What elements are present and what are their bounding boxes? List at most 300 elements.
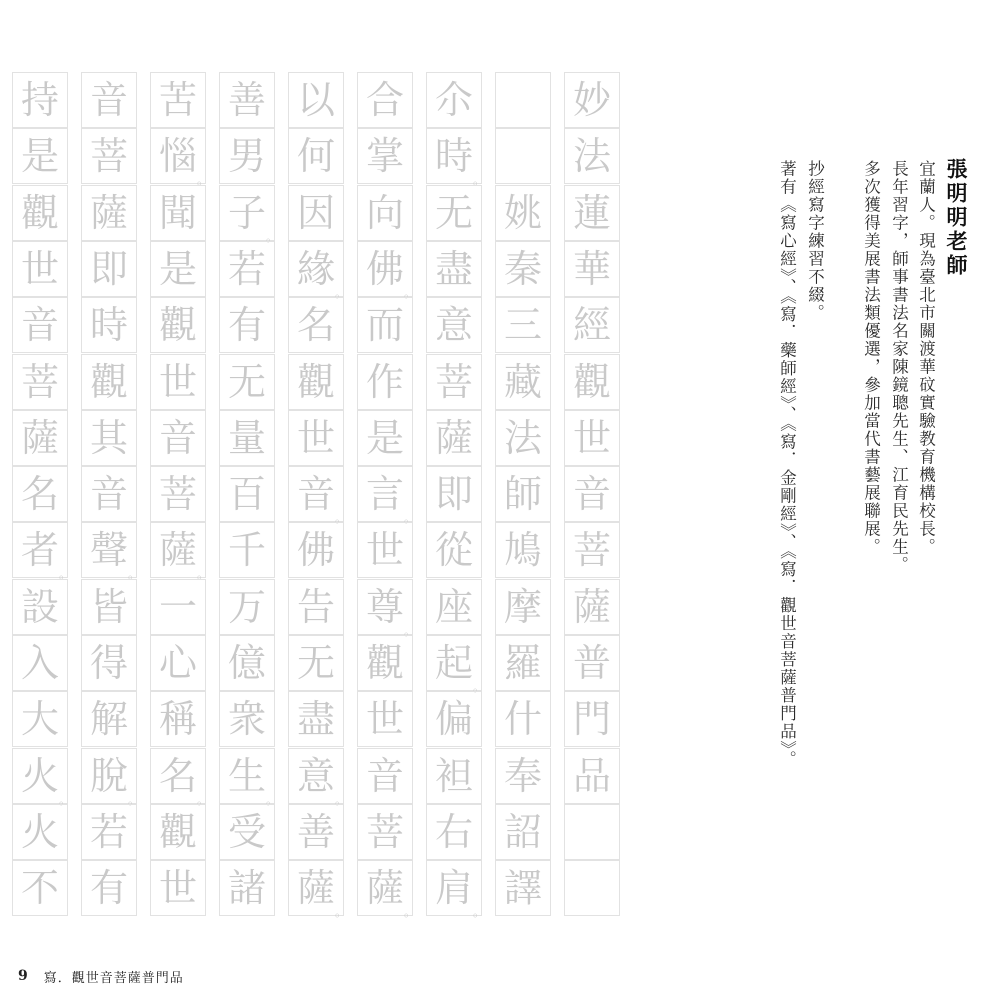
grid-cell: [288, 748, 347, 807]
grid-cell: [288, 804, 344, 860]
tracing-character: 藏: [503, 359, 542, 404]
tracing-character: 得: [89, 641, 128, 685]
tracing-character: 是: [20, 134, 59, 179]
tracing-character: 有: [89, 866, 128, 911]
tracing-character: 世: [365, 528, 404, 573]
grid-cell: [495, 804, 551, 860]
punctuation-mark: 。: [472, 905, 485, 920]
tracing-character: 万: [227, 584, 266, 629]
tracing-character: 菩: [365, 809, 404, 854]
grid-cell: [426, 691, 482, 747]
tracing-character: 法: [503, 415, 542, 460]
page-number: 9: [18, 968, 28, 984]
grid-cell: [288, 128, 344, 184]
grid-column: [426, 72, 485, 920]
tracing-character: 盡: [434, 246, 473, 291]
tracing-character: 菩: [89, 134, 128, 179]
grid-cell: [495, 410, 551, 466]
grid-cell: [12, 185, 68, 241]
grid-cell: [495, 860, 551, 916]
tracing-character: 入: [20, 641, 59, 685]
grid-cell: [288, 860, 347, 920]
tracing-character: 鳩: [503, 528, 542, 573]
grid-cell: [495, 128, 551, 184]
grid-cell: [495, 748, 551, 804]
tracing-character: 億: [227, 641, 266, 685]
tracing-character: 世: [365, 697, 404, 742]
grid-column: [219, 72, 277, 916]
grid-cell: [12, 354, 68, 410]
tracing-character: 不: [20, 866, 59, 911]
grid-cell: [495, 354, 551, 410]
grid-column: [357, 72, 416, 920]
grid-cell: [219, 522, 275, 578]
grid-cell: [495, 297, 551, 353]
tracing-character: 音: [89, 472, 128, 517]
bio-line-1: 宜蘭人。現為臺北市關渡華砇實驗教育機構校長。: [916, 160, 936, 556]
tracing-character: 時: [89, 303, 128, 348]
tracing-character: 其: [89, 415, 128, 460]
grid-cell: [288, 466, 347, 526]
grid-cell: [81, 579, 137, 635]
grid-cell: [81, 466, 137, 522]
grid-cell: [357, 579, 416, 638]
punctuation-mark: 。: [403, 623, 416, 638]
punctuation-mark: 。: [265, 792, 278, 807]
grid-cell: [564, 748, 620, 804]
bio-line-2: 長年習字，師事書法名家陳鏡聰先生、江育民先生。: [889, 160, 909, 574]
grid-cell: [219, 297, 275, 353]
tracing-character: 受: [227, 809, 266, 854]
grid-cell: [12, 635, 68, 691]
tracing-character: 緣: [296, 246, 335, 291]
grid-cell: [357, 635, 413, 691]
grid-cell: [288, 354, 344, 410]
tracing-character: 什: [503, 697, 542, 742]
tracing-character: 品: [572, 753, 611, 798]
grid-column: [150, 72, 208, 916]
punctuation-mark: 。: [403, 905, 416, 920]
tracing-character: 菩: [572, 528, 611, 573]
tracing-character: 華: [572, 246, 611, 291]
tracing-character: 若: [89, 809, 128, 854]
tracing-character: 百: [227, 472, 266, 517]
grid-cell: [81, 860, 137, 916]
grid-cell: [219, 691, 275, 747]
grid-cell: [357, 297, 413, 353]
grid-cell: [288, 579, 344, 635]
tracing-character: 薩: [365, 866, 404, 911]
tracing-character: 千: [227, 528, 266, 573]
grid-cell: [357, 804, 413, 860]
grid-cell: [426, 466, 482, 522]
grid-cell: [219, 410, 275, 466]
grid-cell: [564, 241, 620, 297]
tracing-character: 男: [227, 134, 266, 179]
tracing-character: 名: [158, 753, 197, 798]
grid-cell: [357, 128, 413, 184]
punctuation-mark: 。: [127, 792, 140, 807]
punctuation-mark: 。: [196, 173, 209, 188]
grid-cell: [12, 297, 68, 353]
tracing-character: 若: [227, 246, 266, 291]
grid-cell: [12, 804, 68, 860]
grid-cell: [81, 241, 137, 297]
tracing-character: 向: [365, 190, 404, 235]
tracing-character: 世: [158, 359, 197, 404]
tracing-character: 何: [296, 134, 335, 179]
grid-cell: [357, 185, 413, 241]
tracing-character: 皆: [89, 584, 128, 629]
tracing-character: 而: [365, 303, 404, 348]
tracing-character: 世: [20, 246, 59, 291]
grid-cell: [357, 241, 416, 300]
tracing-character: 量: [227, 415, 266, 460]
bio-line-3: 多次獲得美展書法類優選，參加當代書藝展聯展。: [861, 160, 881, 556]
tracing-character: 心: [158, 641, 197, 685]
tracing-character: 經: [572, 303, 611, 348]
grid-cell: [81, 128, 137, 184]
tracing-character: 觀: [20, 190, 59, 235]
punctuation-mark: 。: [58, 567, 71, 582]
grid-cell: [219, 860, 275, 916]
grid-cell: [219, 466, 275, 522]
tracing-character: 名: [20, 472, 59, 517]
grid-cell: [495, 72, 551, 128]
grid-cell: [150, 579, 206, 635]
grid-cell: [495, 579, 551, 635]
tracing-character: 作: [365, 359, 404, 404]
grid-cell: [426, 185, 482, 241]
grid-cell: [81, 635, 137, 691]
tracing-character: 起: [434, 641, 473, 685]
tracing-character: 解: [89, 697, 128, 742]
grid-cell: [150, 72, 206, 128]
tracing-character: 世: [158, 866, 197, 911]
tracing-character: 觀: [365, 641, 404, 685]
grid-cell: [219, 748, 278, 807]
punctuation-mark: 。: [334, 905, 347, 920]
grid-cell: [357, 466, 416, 526]
tracing-character: 即: [434, 472, 473, 517]
grid-cell: [12, 466, 68, 522]
tracing-character: 菩: [434, 359, 473, 404]
tracing-character: 譯: [503, 866, 542, 911]
tracing-character: 摩: [503, 584, 542, 629]
grid-cell: [495, 241, 551, 297]
tracing-character: 言: [365, 472, 404, 517]
tracing-character: 世: [572, 415, 611, 460]
grid-cell: [219, 635, 275, 691]
grid-cell: [219, 804, 275, 860]
tracing-character: 音: [89, 78, 128, 122]
grid-cell: [357, 72, 413, 128]
tracing-character: 意: [434, 303, 473, 348]
grid-cell: [426, 635, 485, 694]
grid-cell: [81, 185, 137, 241]
tracing-character: 火: [20, 753, 59, 798]
tracing-character: 三: [503, 303, 542, 348]
tracing-character: 法: [572, 134, 611, 179]
tracing-character: 有: [227, 303, 266, 348]
grid-cell: [426, 128, 485, 188]
tracing-character: 尊: [365, 584, 404, 629]
grid-cell: [219, 72, 275, 128]
tracing-character: 門: [572, 697, 611, 742]
grid-cell: [150, 185, 206, 241]
grid-cell: [288, 635, 344, 691]
grid-cell: [219, 241, 275, 297]
grid-cell: [12, 128, 68, 184]
punctuation-mark: 。: [127, 567, 140, 582]
tracing-character: 因: [296, 190, 335, 235]
grid-cell: [288, 297, 344, 353]
tracing-character: 薩: [434, 415, 473, 460]
tracing-character: 以: [296, 78, 335, 122]
grid-cell: [426, 354, 482, 410]
tracing-character: 肩: [434, 866, 473, 911]
grid-cell: [564, 185, 620, 241]
grid-column: [12, 72, 70, 916]
grid-cell: [564, 860, 620, 916]
grid-cell: [426, 297, 482, 353]
grid-cell: [12, 691, 68, 747]
tracing-character: 袒: [434, 753, 473, 798]
tracing-character: 薩: [296, 866, 335, 911]
tracing-character: 奉: [503, 753, 542, 798]
grid-cell: [495, 691, 551, 747]
grid-cell: [12, 241, 68, 297]
tracing-character: 觀: [89, 359, 128, 404]
grid-cell: [288, 72, 344, 128]
grid-cell: [81, 691, 137, 747]
grid-cell: [426, 410, 482, 466]
bio-line-5: 著有《寫心經》、《寫．藥師經》、《寫．金剛經》、《寫．觀世音菩薩普門品》。: [777, 160, 797, 769]
grid-cell: [12, 579, 68, 635]
grid-cell: [288, 185, 344, 241]
grid-cell: [564, 691, 620, 747]
tracing-character: 生: [227, 753, 266, 798]
grid-cell: [564, 635, 620, 691]
tracing-character: 者: [20, 528, 59, 573]
tracing-character: 薩: [572, 584, 611, 629]
tracing-character: 座: [434, 584, 473, 629]
tracing-character: 觀: [158, 809, 197, 854]
tracing-character: 火: [20, 809, 59, 854]
grid-column: [564, 72, 622, 916]
grid-cell: [564, 128, 620, 184]
tracing-character: 秦: [503, 246, 542, 291]
tracing-character: 无: [227, 359, 266, 404]
tracing-character: 告: [296, 584, 335, 629]
punctuation-mark: 。: [403, 285, 416, 300]
grid-cell: [357, 354, 413, 410]
grid-cell: [219, 579, 275, 635]
tracing-character: 蓮: [572, 190, 611, 235]
grid-cell: [564, 522, 620, 578]
tracing-character: 菩: [158, 472, 197, 517]
tracing-character: 名: [296, 303, 335, 348]
tracing-character: 設: [20, 584, 59, 629]
grid-cell: [288, 522, 344, 578]
grid-cell: [564, 297, 620, 353]
tracing-character: 觀: [296, 359, 335, 404]
grid-cell: [564, 410, 620, 466]
tracing-character: 聞: [158, 190, 197, 235]
grid-cell: [12, 860, 68, 916]
punctuation-mark: 。: [196, 792, 209, 807]
punctuation-mark: 。: [472, 680, 485, 694]
tracing-character: 羅: [503, 641, 542, 685]
tracing-character: 衆: [227, 697, 266, 742]
tracing-character: 音: [365, 753, 404, 798]
grid-cell: [150, 522, 209, 582]
grid-cell: [495, 466, 551, 522]
grid-column: [495, 72, 553, 916]
tracing-character: 惱: [158, 134, 197, 179]
tracing-character: 持: [20, 78, 59, 122]
practice-grid: [14, 72, 620, 920]
grid-cell: [150, 748, 209, 807]
grid-cell: [12, 410, 68, 466]
tracing-character: 時: [434, 134, 473, 179]
grid-cell: [12, 748, 71, 807]
grid-cell: [564, 579, 620, 635]
tracing-character: 詔: [503, 809, 542, 854]
punctuation-mark: 。: [265, 229, 278, 244]
grid-cell: [357, 748, 413, 804]
tracing-character: 子: [227, 190, 266, 235]
grid-cell: [357, 410, 413, 466]
tracing-character: 右: [434, 809, 473, 854]
punctuation-mark: 。: [196, 567, 209, 582]
grid-cell: [357, 860, 416, 920]
grid-cell: [426, 522, 482, 578]
tracing-character: 无: [434, 190, 473, 235]
tracing-character: 苦: [158, 78, 197, 122]
grid-column: [81, 72, 139, 916]
grid-cell: [81, 748, 140, 807]
grid-cell: [12, 522, 71, 582]
tracing-character: 普: [572, 641, 611, 685]
grid-cell: [219, 128, 275, 184]
tracing-character: 无: [296, 641, 335, 685]
grid-cell: [219, 185, 278, 244]
grid-cell: [81, 354, 137, 410]
tracing-character: 薩: [158, 528, 197, 573]
grid-cell: [288, 241, 347, 300]
tracing-character: 姚: [503, 190, 542, 235]
tracing-character: 音: [572, 472, 611, 517]
grid-cell: [81, 297, 137, 353]
tracing-character: 音: [158, 415, 197, 460]
tracing-character: 聲: [89, 528, 128, 573]
grid-cell: [150, 466, 206, 522]
tracing-character: 尒: [434, 78, 473, 122]
grid-cell: [426, 748, 482, 804]
tracing-character: 觀: [572, 359, 611, 404]
grid-cell: [426, 72, 482, 128]
grid-cell: [426, 860, 485, 920]
page-footer: [18, 966, 184, 986]
grid-cell: [426, 579, 482, 635]
tracing-character: 一: [158, 584, 197, 629]
tracing-character: 佛: [296, 528, 335, 573]
tracing-character: 音: [296, 472, 335, 517]
grid-cell: [81, 804, 137, 860]
grid-cell: [150, 635, 206, 691]
grid-cell: [81, 522, 140, 582]
tracing-character: 意: [296, 753, 335, 798]
book-title: 寫．觀世音菩薩普門品: [43, 970, 184, 986]
tracing-character: 觀: [158, 303, 197, 348]
grid-cell: [564, 72, 620, 128]
tracing-character: 偏: [434, 697, 473, 742]
tracing-character: 即: [89, 246, 128, 291]
tracing-character: 善: [296, 809, 335, 854]
tracing-character: 諸: [227, 866, 266, 911]
tracing-character: 盡: [296, 697, 335, 742]
tracing-character: 脫: [89, 753, 128, 798]
grid-cell: [150, 691, 206, 747]
tracing-character: 掌: [365, 134, 404, 179]
grid-cell: [150, 241, 206, 297]
grid-cell: [564, 354, 620, 410]
grid-cell: [150, 860, 206, 916]
grid-cell: [495, 185, 551, 241]
grid-cell: [150, 297, 206, 353]
tracing-character: 合: [365, 78, 404, 122]
tracing-character: 稱: [158, 697, 197, 742]
grid-cell: [426, 241, 482, 297]
tracing-character: 薩: [89, 190, 128, 235]
grid-cell: [495, 522, 551, 578]
grid-cell: [150, 354, 206, 410]
grid-cell: [81, 72, 137, 128]
tracing-character: 師: [503, 472, 542, 517]
grid-cell: [495, 635, 551, 691]
grid-cell: [357, 691, 413, 747]
punctuation-mark: 。: [472, 173, 485, 188]
punctuation-mark: 。: [334, 511, 347, 526]
grid-cell: [288, 691, 344, 747]
grid-cell: [564, 466, 620, 522]
punctuation-mark: 。: [58, 792, 71, 807]
grid-cell: [81, 410, 137, 466]
grid-cell: [426, 804, 482, 860]
tracing-character: 音: [20, 303, 59, 348]
tracing-character: 是: [365, 415, 404, 460]
tracing-character: 從: [434, 528, 473, 573]
author-name: 張明明老師: [944, 158, 969, 278]
grid-cell: [12, 72, 68, 128]
tracing-character: 妙: [572, 78, 611, 122]
grid-column: [288, 72, 347, 920]
grid-cell: [564, 804, 620, 860]
punctuation-mark: 。: [334, 285, 347, 300]
grid-cell: [219, 354, 275, 410]
bio-line-4: 抄經寫字練習不綴。: [805, 160, 825, 322]
grid-cell: [150, 410, 206, 466]
tracing-character: 世: [296, 415, 335, 460]
tracing-character: 薩: [20, 415, 59, 460]
grid-cell: [288, 410, 344, 466]
tracing-character: 佛: [365, 246, 404, 291]
tracing-character: 善: [227, 78, 266, 122]
grid-cell: [150, 804, 206, 860]
tracing-character: 菩: [20, 359, 59, 404]
punctuation-mark: 。: [403, 511, 416, 526]
